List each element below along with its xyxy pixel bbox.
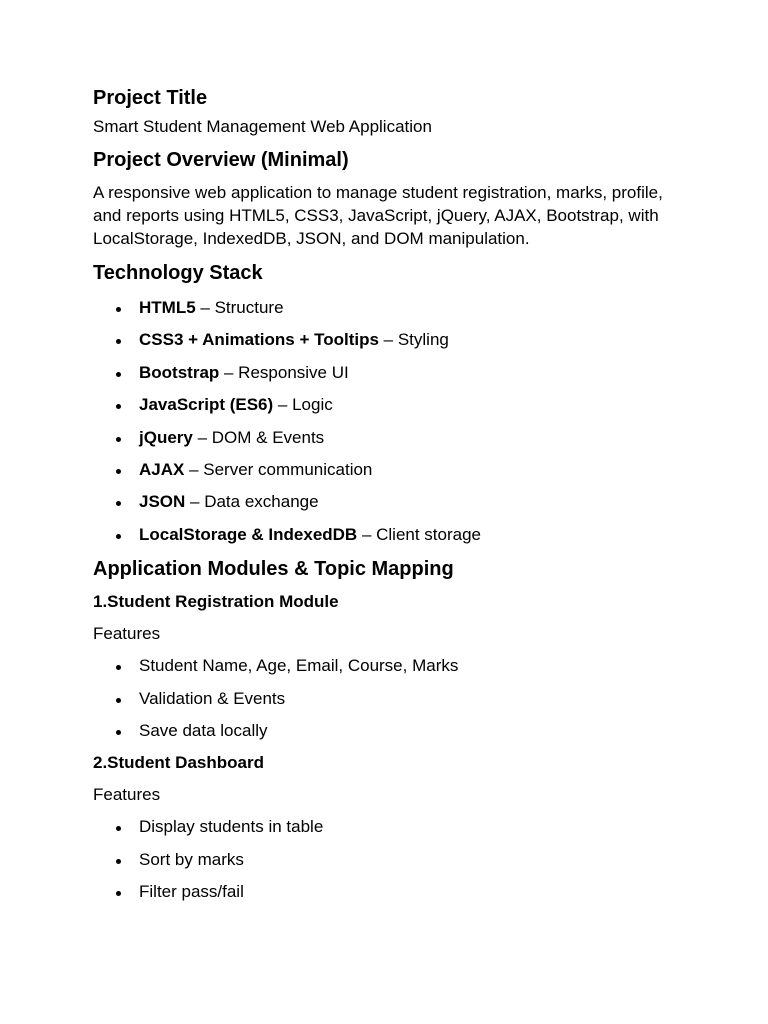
tech-item: [93, 426, 668, 450]
module-heading-dashboard: 2.Student Dashboard: [93, 753, 264, 773]
project-title-heading: Project Title: [93, 87, 208, 109]
feature-item: Display students in table: [93, 815, 668, 839]
project-overview-text: A responsive web application to manage student registration, marks, profile, and reports using HTML5, CSS3, JavaScript, jQuery, AJAX, Bootstrap, with LocalStorage, IndexedDB, JSON, and DOM manipulation.: [93, 183, 663, 248]
technology-stack-list: [93, 296, 668, 547]
modules-heading: Application Modules & Topic Mapping: [93, 558, 454, 581]
registration-features-list: [93, 654, 668, 743]
tech-item-desc: – Server communication: [184, 459, 373, 479]
tech-item: [93, 490, 668, 514]
feature-item: Filter pass/fail: [93, 880, 668, 904]
module-heading-registration: 1.Student Registration Module: [93, 592, 339, 612]
feature-item: Save data locally: [93, 719, 668, 743]
feature-item: Student Name, Age, Email, Course, Marks: [93, 654, 668, 678]
feature-item: Sort by marks: [93, 848, 668, 872]
project-title-text: Smart Student Management Web Application: [93, 117, 432, 136]
technology-stack-heading: Technology Stack: [93, 262, 263, 284]
tech-item: [93, 361, 668, 385]
tech-item-desc: – Data exchange: [185, 492, 319, 512]
tech-item-name: HTML5: [139, 298, 196, 317]
tech-item: [93, 328, 668, 352]
tech-item-name: jQuery: [139, 427, 193, 447]
project-overview-heading: Project Overview (Minimal): [93, 149, 349, 171]
tech-item-name: JSON: [139, 492, 186, 512]
tech-item: [93, 296, 668, 320]
tech-item-desc: – Responsive UI: [219, 362, 349, 382]
tech-item-name: CSS3 + Animations + Tooltips: [139, 330, 379, 350]
tech-item-name: JavaScript (ES6): [139, 395, 274, 415]
dashboard-features-list: [93, 815, 668, 904]
tech-item-name: Bootstrap: [139, 362, 220, 382]
tech-item-name: LocalStorage & IndexedDB: [139, 524, 358, 544]
features-label: Features: [93, 785, 161, 805]
features-label: Features: [93, 624, 161, 644]
tech-item-desc: – Client storage: [357, 524, 482, 544]
tech-item-desc: – DOM & Events: [192, 427, 325, 447]
tech-item-desc: – Styling: [378, 330, 449, 350]
tech-item-desc: – Logic: [273, 395, 333, 415]
tech-item-desc: – Structure: [195, 298, 284, 317]
feature-item: Validation & Events: [93, 687, 668, 711]
tech-item: [93, 458, 668, 482]
tech-item-name: AJAX: [139, 459, 185, 479]
tech-item: [93, 523, 668, 547]
tech-item: [93, 393, 668, 417]
